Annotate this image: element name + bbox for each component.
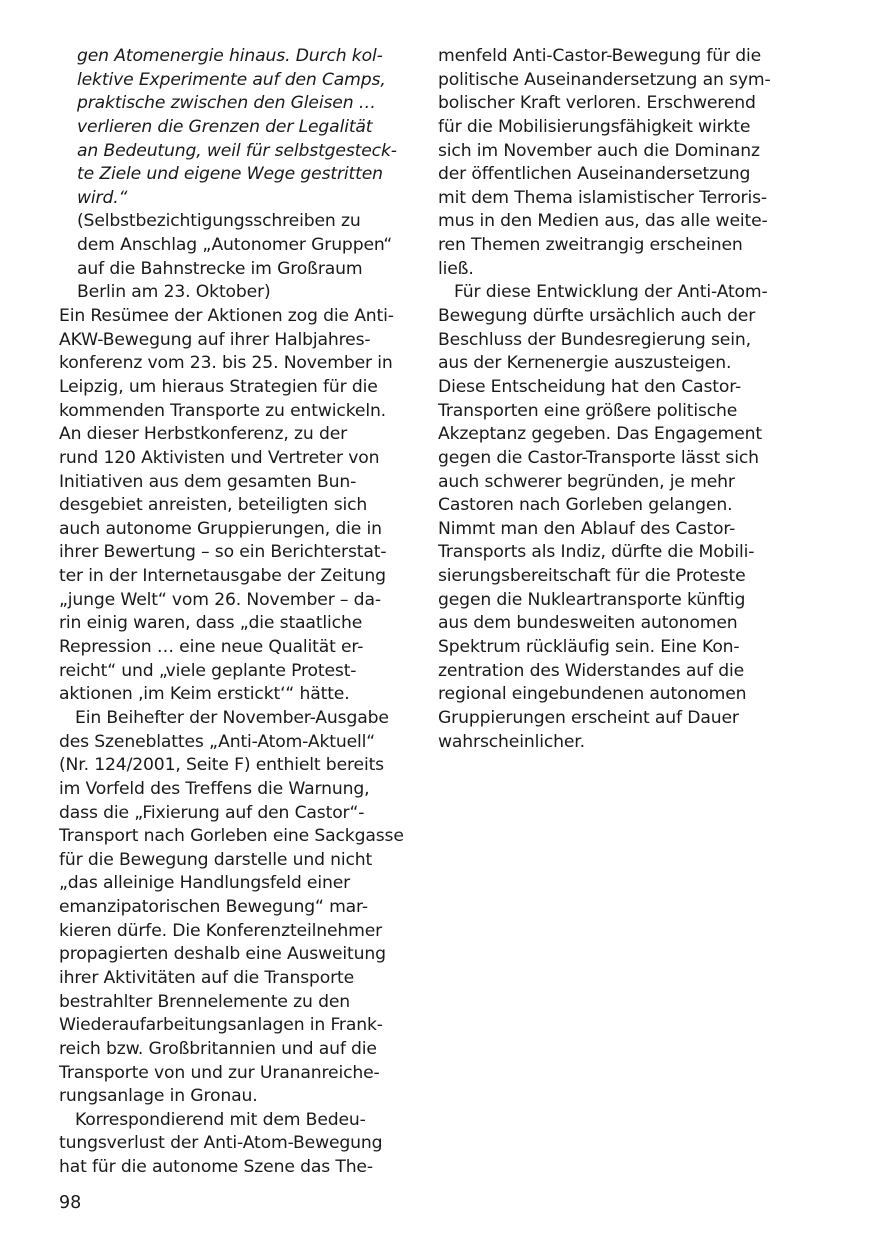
text-line: Repression … eine neue Qualität er- [59, 637, 364, 658]
text-line: gegen die Nukleartransporte künftig [438, 589, 746, 610]
text-line: bolischer Kraft verloren. Erschwerend [438, 93, 756, 114]
text-line: Transports als Indiz, dürfte die Mobili- [438, 542, 755, 563]
text-line: emanzipatorischen Bewegung“ mar- [59, 897, 368, 918]
text-line: reicht“ und „viele geplante Protest- [59, 660, 357, 681]
text-line: rund 120 Aktivisten und Vertreter von [59, 447, 380, 468]
left-column [59, 45, 404, 1180]
text-line: „das alleinige Handlungsfeld einer [59, 873, 351, 894]
text-line: kieren dürfe. Die Konferenzteilnehmer [59, 920, 383, 941]
text-line: ließ. [438, 258, 474, 279]
text-line: hat für die autonome Szene das The- [59, 1157, 373, 1178]
text-line: ren Themen zweitrangig erscheinen [438, 235, 743, 256]
text-line: Ein Resümee der Aktionen zog die Anti- [59, 306, 394, 327]
text-line: Wiederaufarbeitungsanlagen in Frank- [59, 1015, 383, 1036]
text-line: Transport nach Gorleben eine Sackgasse [59, 826, 404, 847]
text-line: Castoren nach Gorleben gelangen. [438, 495, 733, 516]
text-line: Akzeptanz gegeben. Das Engagement [438, 424, 763, 445]
quote-line: lektive Experimente auf den Camps, [77, 69, 386, 90]
text-line: Nimmt man den Ablauf des Castor- [438, 518, 736, 539]
text-line: aktionen ‚im Keim erstickt‘“ hätte. [59, 684, 350, 705]
text-line: Ein Beihefter der November-Ausgabe [75, 707, 389, 728]
text-line: Gruppierungen erscheint auf Dauer [438, 707, 739, 728]
text-line: des Szeneblattes „Anti-Atom-Aktuell“ [59, 731, 376, 752]
text-line: gegen die Castor-Transporte lässt sich [438, 447, 759, 468]
text-line: „junge Welt“ vom 26. November – da- [59, 589, 381, 610]
quote-line: wird.“ [77, 187, 128, 208]
text-line: wahrscheinlicher. [438, 731, 585, 752]
text-line: tungsverlust der Anti-Atom-Bewegung [59, 1133, 383, 1154]
quote-line: verlieren die Grenzen der Legalität [77, 116, 373, 137]
text-line: Transporten eine größere politische [438, 400, 738, 421]
text-line: zentration des Widerstandes auf die [438, 660, 745, 681]
text-line: kommenden Transporte zu entwickeln. [59, 400, 386, 421]
text-line: Initiativen aus dem gesamten Bun- [59, 471, 357, 492]
quote-line: an Bedeutung, weil für selbstgesteck- [77, 140, 397, 161]
text-line: dass die „Fixierung auf den Castor“- [59, 802, 365, 823]
text-line: An dieser Herbstkonferenz, zu der [59, 424, 348, 445]
text-line: auch autonome Gruppierungen, die in [59, 518, 382, 539]
text-line: politische Auseinandersetzung an sym- [438, 69, 771, 90]
text-line: mit dem Thema islamistischer Terroris- [438, 187, 767, 208]
text-line: Beschluss der Bundesregierung sein, [438, 329, 751, 350]
text-line: AKW-Bewegung auf ihrer Halbjahres- [59, 329, 371, 350]
quote-line: dem Anschlag „Autonomer Gruppen“ [77, 235, 393, 256]
quote-line: auf die Bahnstrecke im Großraum [77, 258, 363, 279]
text-line: Spektrum rückläufig sein. Eine Kon- [438, 637, 740, 658]
text-line: im Vorfeld des Treffens die Warnung, [59, 778, 370, 799]
quote-line: praktische zwischen den Gleisen … [77, 93, 376, 114]
text-line: propagierten deshalb eine Ausweitung [59, 944, 386, 965]
text-line: mus in den Medien aus, das alle weite- [438, 211, 768, 232]
text-line: sich im November auch die Dominanz [438, 140, 760, 161]
text-line: reich bzw. Großbritannien und auf die [59, 1038, 377, 1059]
text-line: ihrer Bewertung – so ein Berichterstat- [59, 542, 387, 563]
text-line: regional eingebundenen autonomen [438, 684, 747, 705]
text-line: auch schwerer begründen, je mehr [438, 471, 735, 492]
text-line: ter in der Internetausgabe der Zeitung [59, 566, 386, 587]
text-line: für die Bewegung darstelle und nicht [59, 849, 373, 870]
text-line: rungsanlage in Gronau. [59, 1086, 258, 1107]
text-line: aus dem bundesweiten autonomen [438, 613, 738, 634]
quote-line: te Ziele und eigene Wege gestritten [77, 164, 383, 185]
text-line: sierungsbereitschaft für die Proteste [438, 566, 746, 587]
text-line: Korrespondierend mit dem Bedeu- [75, 1109, 366, 1130]
text-line: Transporte von und zur Urananreiche- [59, 1062, 380, 1083]
text-line: der öffentlichen Auseinandersetzung [438, 164, 751, 185]
text-line: Diese Entscheidung hat den Castor- [438, 376, 742, 397]
text-line: rin einig waren, dass „die staatliche [59, 613, 363, 634]
right-column [438, 45, 783, 754]
page-number: 98 [59, 1193, 82, 1213]
text-line: Für diese Entwicklung der Anti-Atom- [454, 282, 768, 303]
text-line: konferenz vom 23. bis 25. November in [59, 353, 393, 374]
text-line: Bewegung dürfte ursächlich auch der [438, 306, 756, 327]
quote-line: (Selbstbezichtigungsschreiben zu [77, 211, 361, 232]
text-line: ihrer Aktivitäten auf die Transporte [59, 967, 355, 988]
text-line: (Nr. 124/2001, Seite F) enthielt bereits [59, 755, 384, 776]
text-line: desgebiet anreisten, beteiligten sich [59, 495, 368, 516]
text-line: bestrahlter Brennelemente zu den [59, 991, 350, 1012]
text-line: aus der Kernenergie auszusteigen. [438, 353, 732, 374]
text-line: menfeld Anti-Castor-Bewegung für die [438, 46, 762, 66]
text-line: Leipzig, um hieraus Strategien für die [59, 376, 378, 397]
quote-line: Berlin am 23. Oktober) [77, 282, 271, 303]
text-line: für die Mobilisierungsfähigkeit wirkte [438, 116, 751, 137]
quote-line: gen Atomenergie hinaus. Durch kol- [77, 46, 383, 66]
